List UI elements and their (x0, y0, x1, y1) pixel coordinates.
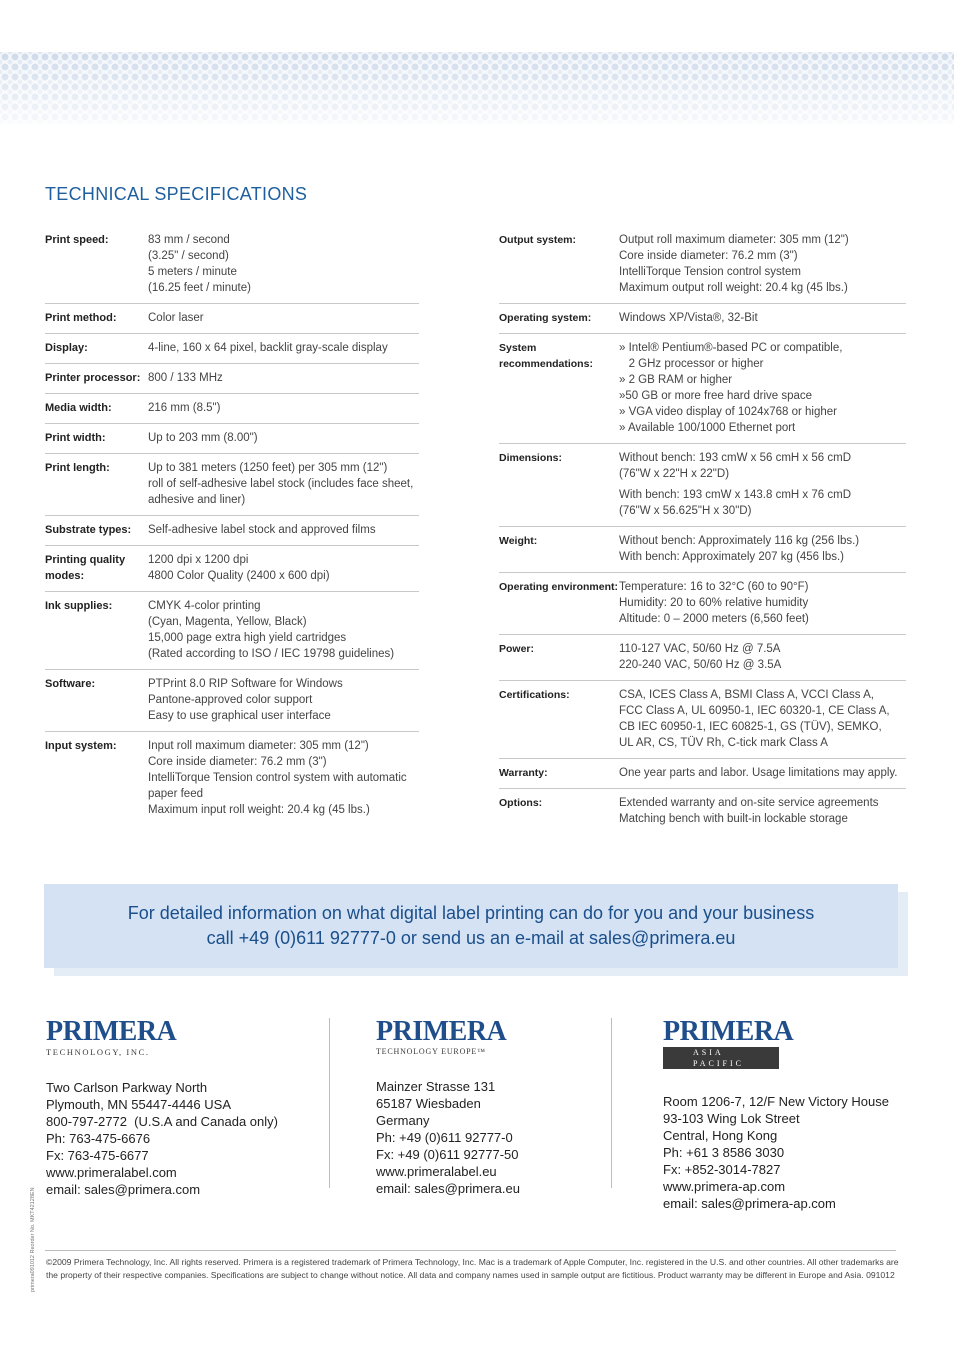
copyright-text: ©2009 Primera Technology, Inc. All rights reserved. Primera is a registered trademark of Primera Technology, Inc. Mac is a trademark of Apple Computer, Inc. registered in the U.S. and other countries. All other trademarks are the property of their respective companies. Specifications are subject to change without notice. All data and company names used in sample output are fictitious. Product warranty may be different in Europe and Asia. (46, 1257, 899, 1280)
spec-label: Warranty: (499, 767, 548, 779)
spec-values (619, 450, 906, 519)
spec-table-left (45, 226, 419, 825)
spec-values (148, 340, 419, 356)
page-title: TECHNICAL SPECIFICATIONS (45, 184, 308, 204)
spec-row (45, 546, 419, 592)
office-divider (611, 1018, 612, 1188)
spec-values (619, 795, 906, 827)
contact-callout (44, 884, 908, 976)
spec-value-line: » 2 GB RAM or higher (619, 374, 733, 386)
spec-values (619, 310, 906, 326)
address-line: Mainzer Strasse 131 (376, 1079, 496, 1094)
address-line: email: sales@primera.eu (376, 1181, 520, 1196)
spec-value-line: (Rated according to ISO / IEC 19798 guidelines) (148, 648, 395, 660)
spec-values (148, 310, 419, 326)
spec-label: Dimensions: (499, 452, 563, 464)
spec-values (148, 676, 419, 724)
address-line: email: sales@primera.com (46, 1182, 201, 1197)
address-line: email: sales@primera-ap.com (663, 1196, 836, 1211)
spec-row (499, 573, 906, 635)
spec-value-line: Up to 203 mm (8.00") (148, 432, 258, 444)
address-block (663, 1093, 923, 1212)
spec-value-line: »50 GB or more free hard drive space (619, 390, 813, 402)
spec-label: Printing quality modes: (45, 554, 126, 582)
office-divider (329, 1018, 330, 1188)
spec-label: Operating system: (499, 312, 592, 324)
spec-row (499, 635, 906, 681)
spec-value-line: 5 meters / minute (148, 266, 237, 278)
primera-logo: PRIMERA (663, 1016, 794, 1047)
logo-subtitle: TECHNOLOGY EUROPE™ (376, 1047, 486, 1056)
address-line: Plymouth, MN 55447-4446 USA (46, 1097, 231, 1112)
logo-subtitle: TECHNOLOGY, INC. (46, 1047, 150, 1057)
callout-box (44, 884, 898, 968)
spec-value-line: 220-240 VAC, 50/60 Hz @ 3.5A (619, 659, 782, 671)
spec-values (619, 579, 906, 627)
spec-value-line: Extended warranty and on-site service agreements (619, 797, 879, 809)
spec-value-line: Self-adhesive label stock and approved films (148, 524, 376, 536)
footer-divider (45, 1250, 896, 1251)
address-line: Germany (376, 1113, 430, 1128)
spec-value-line: adhesive and liner) (148, 494, 246, 506)
spec-value-line: Pantone-approved color support (148, 694, 313, 706)
spec-value-line: With bench: Approximately 207 kg (456 lbs.) (619, 551, 845, 563)
spec-label: Display: (45, 342, 88, 354)
spec-values (619, 232, 906, 296)
spec-values (619, 533, 906, 565)
spec-values (148, 430, 419, 446)
spec-values (619, 641, 906, 673)
spec-label: Software: (45, 678, 96, 690)
address-line: 65187 Wiesbaden (376, 1096, 481, 1111)
spec-value-line: paper feed (148, 788, 203, 800)
spec-value-line: UL AR, CS, TÜV Rh, C-tick mark Class A (619, 737, 828, 749)
address-block (376, 1078, 596, 1197)
spec-value-line: (76"W x 22"H x 22"D) (619, 468, 730, 480)
reorder-code: primera091012 Reorder No. MKT42128EN (30, 1187, 36, 1292)
callout-line-1: For detailed information on what digital label printing can do for you and your business (127, 903, 815, 923)
spec-label: Certifications: (499, 689, 570, 701)
address-line: Room 1206-7, 12/F New Victory House (663, 1094, 889, 1109)
address-line: Ph: +61 3 8586 3030 (663, 1145, 785, 1160)
spec-values (619, 765, 906, 781)
spec-value-line: » VGA video display of 1024x768 or higher (619, 406, 838, 418)
copyright-notice (46, 1256, 906, 1282)
spec-values (148, 552, 419, 584)
spec-value-line: » Available 100/1000 Ethernet port (619, 422, 796, 434)
spec-value-line: Matching bench with built-in lockable storage (619, 813, 848, 825)
address-line: www.primeralabel.eu (376, 1164, 497, 1179)
primera-logo: PRIMERA (376, 1016, 507, 1047)
spec-label: Print width: (45, 432, 106, 444)
spec-row (499, 334, 906, 444)
spec-value-line: IntelliTorque Tension control system with automatic (148, 772, 407, 784)
spec-value-line: Humidity: 20 to 60% relative humidity (619, 597, 809, 609)
spec-values (148, 738, 419, 818)
spec-label: Ink supplies: (45, 600, 113, 612)
spec-values (148, 598, 419, 662)
spec-value-line: Maximum input roll weight: 20.4 kg (45 lbs.) (148, 804, 370, 816)
spec-row (499, 304, 906, 334)
spec-value-line: 83 mm / second (148, 234, 230, 246)
spec-value-line: Easy to use graphical user interface (148, 710, 331, 722)
spec-value-line: roll of self-adhesive label stock (includes face sheet, (148, 478, 414, 490)
spec-value-line: Windows XP/Vista®, 32-Bit (619, 312, 758, 324)
spec-value-line: 1200 dpi x 1200 dpi (148, 554, 249, 566)
spec-value-line: » Intel® Pentium®-based PC or compatible, (619, 342, 843, 354)
spec-row (499, 444, 906, 527)
spec-label: Printer processor: (45, 372, 141, 384)
spec-values (619, 687, 906, 751)
office-asia-pacific (663, 1018, 923, 1212)
spec-row (45, 516, 419, 546)
spec-value-line: (76"W x 56.625"H x 30"D) (619, 505, 752, 517)
spec-row (45, 454, 419, 516)
spec-label: Print length: (45, 462, 110, 474)
address-line: Two Carlson Parkway North (46, 1080, 208, 1095)
spec-value-line: One year parts and labor. Usage limitations may apply. (619, 767, 898, 779)
spec-row (45, 334, 419, 364)
logo-subtitle-bar: ASIA PACIFIC (663, 1047, 779, 1069)
spec-value-line: Output roll maximum diameter: 305 mm (12") (619, 234, 849, 246)
address-line: 93-103 Wing Lok Street (663, 1111, 800, 1126)
spec-value-line: Altitude: 0 – 2000 meters (6,560 feet) (619, 613, 809, 625)
spec-label: Weight: (499, 535, 538, 547)
spec-value-line: CSA, ICES Class A, BSMI Class A, VCCI Class A, (619, 689, 874, 701)
spec-label: Print method: (45, 312, 117, 324)
spec-value-line: Temperature: 16 to 32°C (60 to 90°F) (619, 581, 809, 593)
primera-logo: PRIMERA (46, 1016, 177, 1047)
spec-label: Operating environment: (499, 581, 619, 593)
spec-row (45, 364, 419, 394)
address-line: www.primera-ap.com (663, 1179, 786, 1194)
spec-row (499, 681, 906, 759)
spec-label: Power: (499, 643, 535, 655)
spec-value-line: (Cyan, Magenta, Yellow, Black) (148, 616, 307, 628)
spec-value-line: Color laser (148, 312, 204, 324)
spec-value-line: (3.25" / second) (148, 250, 229, 262)
spec-values (148, 232, 419, 296)
spec-row (45, 424, 419, 454)
spec-row (499, 226, 906, 304)
address-line: Fx: +852-3014-7827 (663, 1162, 781, 1177)
spec-value-line: 4800 Color Quality (2400 x 600 dpi) (148, 570, 330, 582)
spec-row (45, 304, 419, 334)
spec-value-line: Up to 381 meters (1250 feet) per 305 mm (12") (148, 462, 388, 474)
spec-row (499, 759, 906, 789)
spec-value-line: FCC Class A, UL 60950-1, IEC 60320-1, CE Class A, (619, 705, 890, 717)
copyright-code: 091012 (866, 1270, 895, 1280)
spec-label: Media width: (45, 402, 112, 414)
spec-values (148, 400, 419, 416)
spec-row (499, 789, 906, 834)
spec-values (619, 340, 906, 436)
spec-label: System recommendations: (499, 342, 593, 370)
spec-value-line: With bench: 193 cmW x 143.8 cmH x 76 cmD (619, 489, 851, 501)
spec-value-line: PTPrint 8.0 RIP Software for Windows (148, 678, 343, 690)
spec-label: Input system: (45, 740, 117, 752)
spec-value-line: Input roll maximum diameter: 305 mm (12") (148, 740, 369, 752)
spec-value-line: Maximum output roll weight: 20.4 kg (45 lbs.) (619, 282, 848, 294)
spec-values (148, 370, 419, 386)
spec-value-line: CB IEC 60950-1, IEC 60825-1, GS (TÜV), SEMKO, (619, 721, 882, 733)
address-line: Fx: 763-475-6677 (46, 1148, 149, 1163)
spec-label: Options: (499, 797, 543, 809)
spec-row (45, 394, 419, 424)
spec-value-line: 2 GHz processor or higher (619, 358, 764, 370)
address-line: 800-797-2772 (U.S.A and Canada only) (46, 1114, 278, 1129)
address-line: Fx: +49 (0)611 92777-50 (376, 1147, 519, 1162)
spec-value-line: Without bench: 193 cmW x 56 cmH x 56 cmD (619, 452, 851, 464)
spec-label: Output system: (499, 234, 577, 246)
spec-row (499, 527, 906, 573)
spec-row (45, 226, 419, 304)
spec-value-line: 15,000 page extra high yield cartridges (148, 632, 347, 644)
spec-label: Substrate types: (45, 524, 132, 536)
address-block (46, 1079, 316, 1198)
office-usa (46, 1018, 316, 1198)
spec-row (45, 732, 419, 825)
address-line: Ph: 763-475-6676 (46, 1131, 151, 1146)
spec-value-line: IntelliTorque Tension control system (619, 266, 801, 278)
spec-value-line: 216 mm (8.5") (148, 402, 221, 414)
office-europe (376, 1018, 596, 1197)
spec-values (148, 522, 419, 538)
spec-value-line: Core inside diameter: 76.2 mm (3") (148, 756, 327, 768)
spec-label: Print speed: (45, 234, 109, 246)
spec-values (148, 460, 419, 508)
spec-value-line: 4-line, 160 x 64 pixel, backlit gray-scale display (148, 342, 388, 354)
spec-table-right (499, 226, 906, 834)
spec-row (45, 670, 419, 732)
decorative-dot-banner (0, 52, 954, 124)
callout-line-2: call +49 (0)611 92777-0 or send us an e-mail at sales@primera.eu (206, 928, 736, 948)
address-line: www.primeralabel.com (46, 1165, 177, 1180)
address-line: Ph: +49 (0)611 92777-0 (376, 1130, 513, 1145)
spec-value-line: Without bench: Approximately 116 kg (256 lbs.) (619, 535, 860, 547)
spec-value-line: 110-127 VAC, 50/60 Hz @ 7.5A (619, 643, 781, 655)
spec-value-line: Core inside diameter: 76.2 mm (3") (619, 250, 798, 262)
spec-value-line: (16.25 feet / minute) (148, 282, 251, 294)
spec-value-line: 800 / 133 MHz (148, 372, 223, 384)
address-line: Central, Hong Kong (663, 1128, 778, 1143)
spec-value-line: CMYK 4-color printing (148, 600, 261, 612)
spec-row (45, 592, 419, 670)
